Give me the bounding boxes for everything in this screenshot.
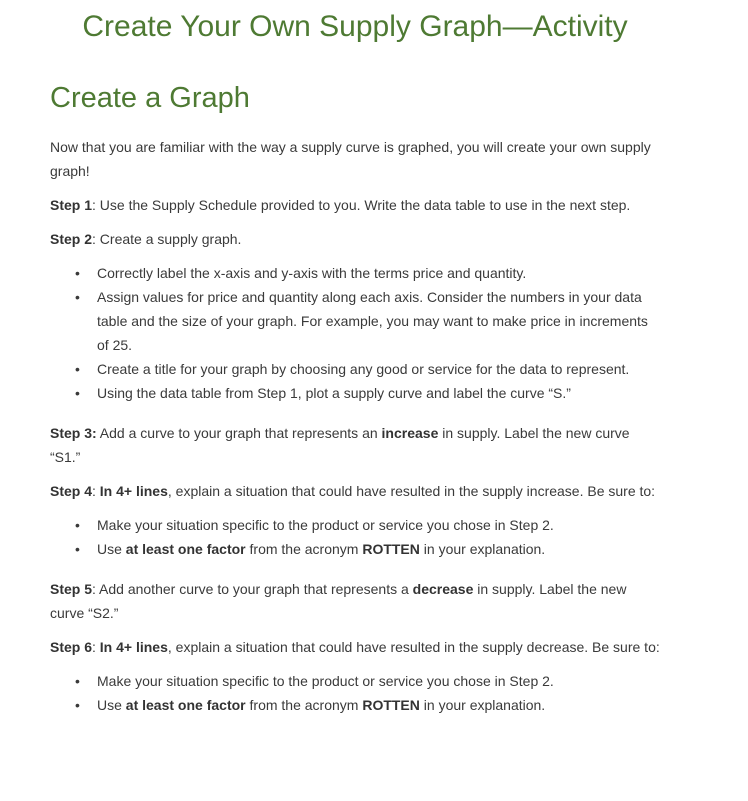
intro-paragraph: Now that you are familiar with the way a supply curve is graphed, you will create your own supply graph! [50,139,651,179]
bullet-icon: • [75,265,80,281]
step-3: Step 3: Add a curve to your graph that represents an increase in supply. Label the new curve “S1.” [50,425,630,465]
step-2-label: Step 2 [50,231,93,247]
list-item: • Using the data table from Step 1, plot a supply curve and label the curve “S.” [97,381,660,405]
list-item: • Make your situation specific to the product or service you chose in Step 2. [97,669,660,693]
bullet-icon: • [75,673,80,689]
section-heading: Create a Graph [50,82,250,114]
bullet-icon: • [75,385,80,401]
step-5: Step 5: Add another curve to your graph that represents a decrease in supply. Label the new curve “S2.” [50,581,627,621]
page-title: Create Your Own Supply Graph—Activity [82,10,628,43]
step-2 [50,227,660,251]
step-3-label: Step 3: [50,425,97,441]
step-6: Step 6: In 4+ lines, explain a situation that could have resulted in the supply decrease. Be sure to: [50,639,660,655]
list-item: • Correctly label the x-axis and y-axis with the terms price and quantity. [97,261,660,285]
step-1-label: Step 1 [50,197,93,213]
step-4-list [50,513,660,561]
step-6-label: Step 6 [50,639,93,655]
step-1 [50,193,660,217]
list-item: • Create a title for your graph by choosing any good or service for the data to represent. [97,357,660,381]
bullet-icon: • [75,361,80,377]
list-item: • Assign values for price and quantity along each axis. Consider the numbers in your data table and the size of your graph. For example, you may want to make price in increments of 25. [97,285,660,357]
bullet-icon: • [75,289,80,305]
step-2-list [50,261,660,405]
step-6-list [50,669,660,717]
bullet-icon: • [75,697,80,713]
bullet-icon: • [75,541,80,557]
step-1-text: : Use the Supply Schedule provided to you. Write the data table to use in the next step. [92,197,631,213]
list-item: • Use at least one factor from the acronym ROTTEN in your explanation. [97,537,660,561]
bullet-icon: • [75,517,80,533]
list-item: • Use at least one factor from the acronym ROTTEN in your explanation. [97,693,660,717]
list-item: • Make your situation specific to the product or service you chose in Step 2. [97,513,660,537]
step-2-text: : Create a supply graph. [92,231,242,247]
step-4: Step 4: In 4+ lines, explain a situation that could have resulted in the supply increase. Be sure to: [50,483,656,499]
step-5-label: Step 5 [50,581,93,597]
step-4-label: Step 4 [50,483,93,499]
document-body [50,135,660,733]
